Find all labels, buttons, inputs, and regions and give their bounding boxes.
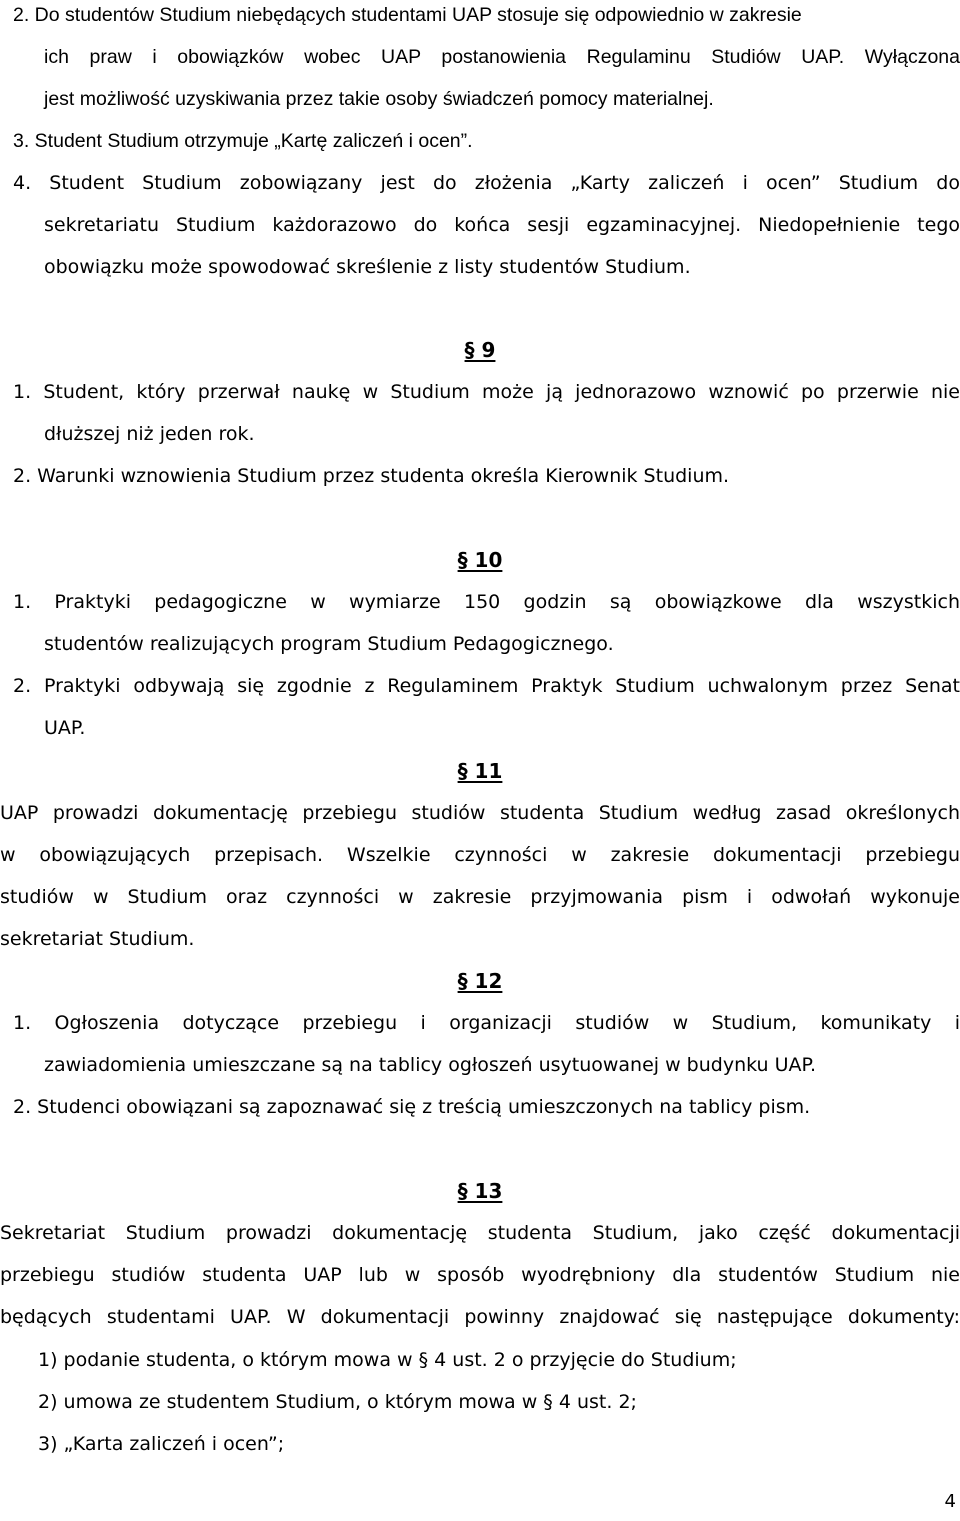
paragraph-line: będących studentami UAP. W dokumentacji powinny znajdować się następujące dokumenty: (0, 1306, 960, 1328)
section-heading: § 13 (457, 1179, 503, 1203)
paragraph-line: Sekretariat Studium prowadzi dokumentację studenta Studium, jako część dokumentacji (0, 1222, 960, 1244)
paragraph-line: 2. Warunki wznowienia Studium przez studenta określa Kierownik Studium. (13, 465, 730, 487)
paragraph-line: przebiegu studiów studenta UAP lub w sposób wyodrębniony dla studentów Studium nie (0, 1264, 960, 1286)
paragraph-line: UAP. (44, 717, 86, 739)
paragraph-line: 4. Student Studium zobowiązany jest do złożenia „Karty zaliczeń i ocen” Studium do (13, 172, 960, 194)
list-item: 2) umowa ze studentem Studium, o którym mowa w § 4 ust. 2; (38, 1391, 637, 1413)
paragraph-line: 1. Student, który przerwał naukę w Studium może ją jednorazowo wznowić po przerwie nie (13, 381, 960, 403)
paragraph-line: 2. Studenci obowiązani są zapoznawać się z treścią umieszczonych na tablicy pism. (13, 1096, 811, 1118)
list-item: 3) „Karta zaliczeń i ocen”; (38, 1433, 285, 1455)
paragraph-line: obowiązku może spowodować skreślenie z listy studentów Studium. (44, 256, 691, 278)
paragraph-line: jest możliwość uzyskiwania przez takie osoby świadczeń pomocy materialnej. (44, 88, 714, 110)
paragraph-line: 2. Praktyki odbywają się zgodnie z Regulaminem Praktyk Studium uchwalonym przez Senat (13, 675, 960, 697)
list-item: 1) podanie studenta, o którym mowa w § 4 ust. 2 o przyjęcie do Studium; (38, 1349, 737, 1371)
paragraph-line: 1. Praktyki pedagogiczne w wymiarze 150 godzin są obowiązkowe dla wszystkich (13, 591, 960, 613)
paragraph-line: sekretariatu Studium każdorazowo do końca sesji egzaminacyjnej. Niedopełnienie tego (44, 214, 960, 236)
section-heading: § 12 (457, 969, 503, 993)
paragraph-line: dłuższej niż jeden rok. (44, 423, 255, 445)
paragraph-line: 2. Do studentów Studium niebędących studentami UAP stosuje się odpowiednio w zakresie (13, 4, 802, 26)
section-heading: § 11 (457, 759, 503, 783)
paragraph-line: studentów realizujących program Studium Pedagogicznego. (44, 633, 614, 655)
paragraph-line: ich praw i obowiązków wobec UAP postanowienia Regulaminu Studiów UAP. Wyłączona (44, 46, 960, 68)
paragraph-line: sekretariat Studium. (0, 928, 195, 950)
paragraph-line: UAP prowadzi dokumentację przebiegu studiów studenta Studium według zasad określonych (0, 802, 960, 824)
section-heading: § 10 (457, 548, 503, 572)
section-heading: § 9 (464, 338, 496, 362)
page-number: 4 (944, 1491, 956, 1512)
paragraph-line: 1. Ogłoszenia dotyczące przebiegu i organizacji studiów w Studium, komunikaty i (13, 1012, 960, 1034)
paragraph-line: studiów w Studium oraz czynności w zakresie przyjmowania pism i odwołań wykonuje (0, 886, 960, 908)
paragraph-line: w obowiązujących przepisach. Wszelkie czynności w zakresie dokumentacji przebiegu (0, 844, 960, 866)
paragraph-line: zawiadomienia umieszczane są na tablicy ogłoszeń usytuowanej w budynku UAP. (44, 1054, 817, 1076)
paragraph-line: 3. Student Studium otrzymuje „Kartę zaliczeń i ocen”. (13, 130, 473, 152)
